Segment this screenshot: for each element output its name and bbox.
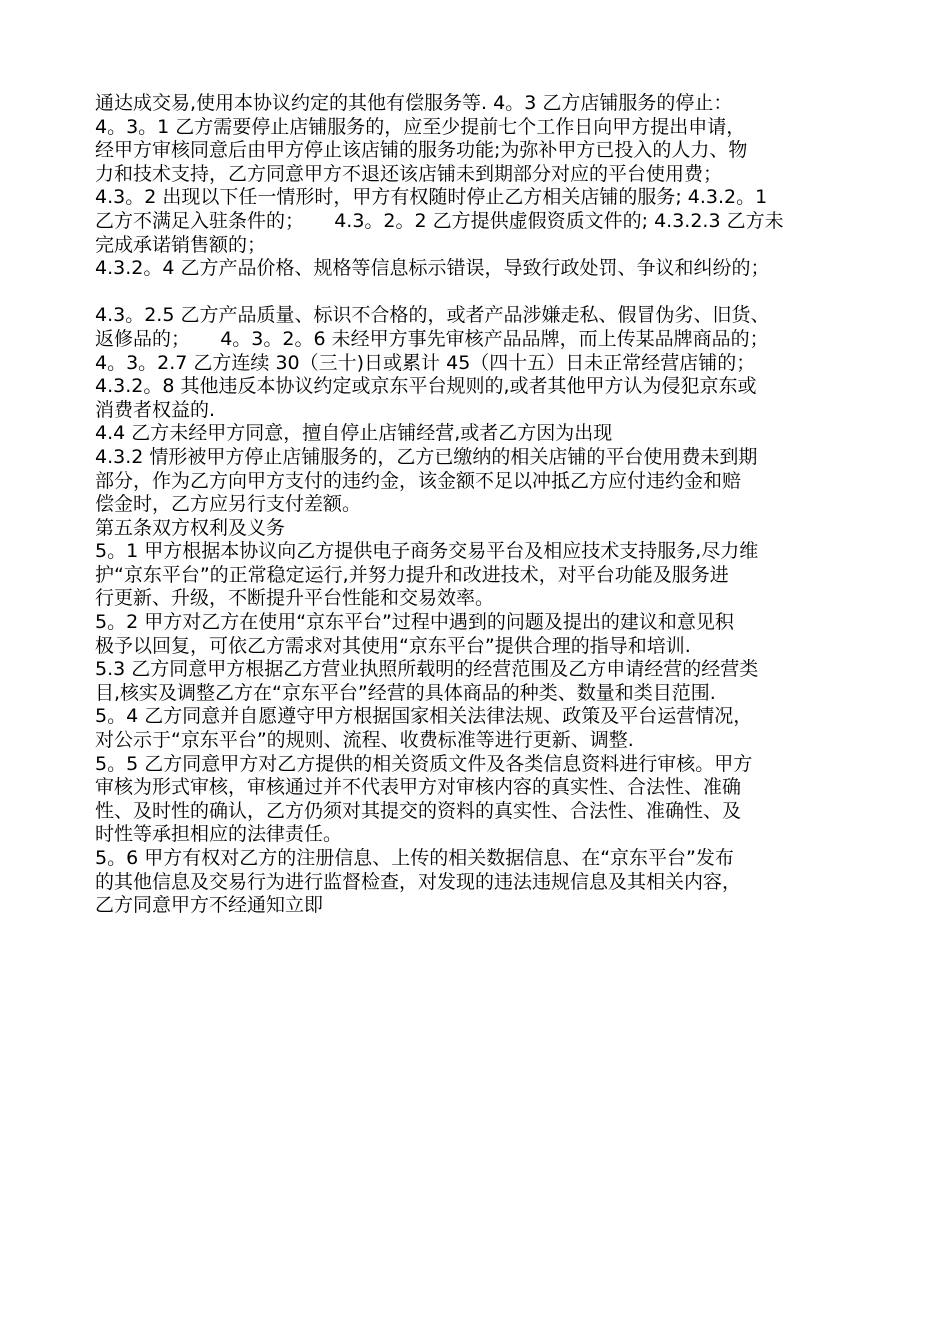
text-line: 完成承诺销售额的； [95, 233, 267, 256]
text-line: 护“京东平台”的正常稳定运行,并努力提升和改进技术，对平台功能及服务进 [95, 563, 729, 586]
blank-line [95, 281, 875, 305]
text-line: 的其他信息及交易行为进行监督检查，对发现的违法违规信息及其相关内容， [95, 870, 742, 893]
text-line: 4.3。2.5 乙方产品质量、标识不合格的，或者产品涉嫌走私、假冒伪劣、旧货、 [95, 304, 770, 327]
section-heading: 第五条双方权利及义务 [95, 516, 286, 539]
text-line: 4.4 乙方未经甲方同意，擅自停止店铺经营,或者乙方因为出现 [95, 422, 613, 445]
text-line: 4。3。2.7 乙方连续 30（三十)日或累计 45（四十五）日未正常经营店铺的； [95, 351, 756, 374]
text-line: 5。6 甲方有权对乙方的注册信息、上传的相关数据信息、在“京东平台”发布 [95, 847, 734, 869]
text-line: 返修品的； 4。3。2。6 未经甲方事先审核产品品牌，而上传某品牌商品的； [95, 327, 769, 350]
text-line: 偿金时，乙方应另行支付差额。 [95, 493, 362, 516]
text-line: 4.3.2。8 其他违反本协议约定或京东平台规则的,或者其他甲方认为侵犯京东或 [95, 375, 757, 398]
document-body [95, 92, 875, 918]
text-line: 5。5 乙方同意甲方对乙方提供的相关资质文件及各类信息资料进行审核。甲方 [95, 752, 753, 775]
text-line: 乙方同意甲方不经通知立即 [95, 894, 324, 917]
text-line: 对公示于“京东平台”的规则、流程、收费标准等进行更新、调整. [95, 729, 634, 752]
text-line: 极予以回复，可依乙方需求对其使用“京东平台”提供合理的指导和培训. [95, 634, 691, 657]
text-line: 通达成交易,使用本协议约定的其他有偿服务等. 4。3 乙方店铺服务的停止： [95, 92, 733, 114]
text-line: 4。3。1 乙方需要停止店铺服务的，应至少提前七个工作日向甲方提出申请， [95, 115, 746, 138]
text-line: 部分，作为乙方向甲方支付的违约金，该金额不足以冲抵乙方应付违约金和赔 [95, 469, 742, 492]
text-line: 4.3.2 情形被甲方停止店铺服务的，乙方已缴纳的相关店铺的平台使用费未到期 [95, 445, 758, 468]
text-line: 4.3.2。4 乙方产品价格、规格等信息标示错误，导致行政处罚、争议和纠纷的； [95, 257, 770, 280]
text-line: 时性等承担相应的法律责任。 [95, 823, 343, 846]
text-line: 行更新、升级，不断提升平台性能和交易效率。 [95, 587, 495, 610]
text-line: 目,核实及调整乙方在“京东平台”经营的具体商品的种类、数量和类目范围. [95, 681, 716, 704]
text-line: 消费者权益的. [95, 398, 216, 421]
text-line: 力和技术支持，乙方同意甲方不退还该店铺未到期部分对应的平台使用费； [95, 162, 723, 185]
text-line: 4.3。2 出现以下任一情形时，甲方有权随时停止乙方相关店铺的服务; 4.3.2。1 [95, 186, 768, 209]
text-line: 5。4 乙方同意并自愿遵守甲方根据国家相关法律法规、政策及平台运营情况， [95, 705, 753, 728]
text-line: 乙方不满足入驻条件的； 4.3。2。2 乙方提供虚假资质文件的; 4.3.2.3 乙方未 [95, 209, 784, 232]
text-line: 5.3 乙方同意甲方根据乙方营业执照所载明的经营范围及乙方申请经营的经营类 [95, 658, 759, 681]
text-line: 5。2 甲方对乙方在使用“京东平台”过程中遇到的问题及提出的建议和意见积 [95, 611, 734, 634]
text-line: 性、及时性的确认，乙方仍须对其提交的资料的真实性、合法性、准确性、及 [95, 799, 742, 822]
text-line: 5。1 甲方根据本协议向乙方提供电子商务交易平台及相应技术支持服务,尽力维 [95, 540, 759, 563]
text-line: 审核为形式审核，审核通过并不代表甲方对审核内容的真实性、合法性、准确 [95, 776, 742, 799]
text-line: 经甲方审核同意后由甲方停止该店铺的服务功能;为弥补甲方已投入的人力、物 [95, 139, 748, 162]
